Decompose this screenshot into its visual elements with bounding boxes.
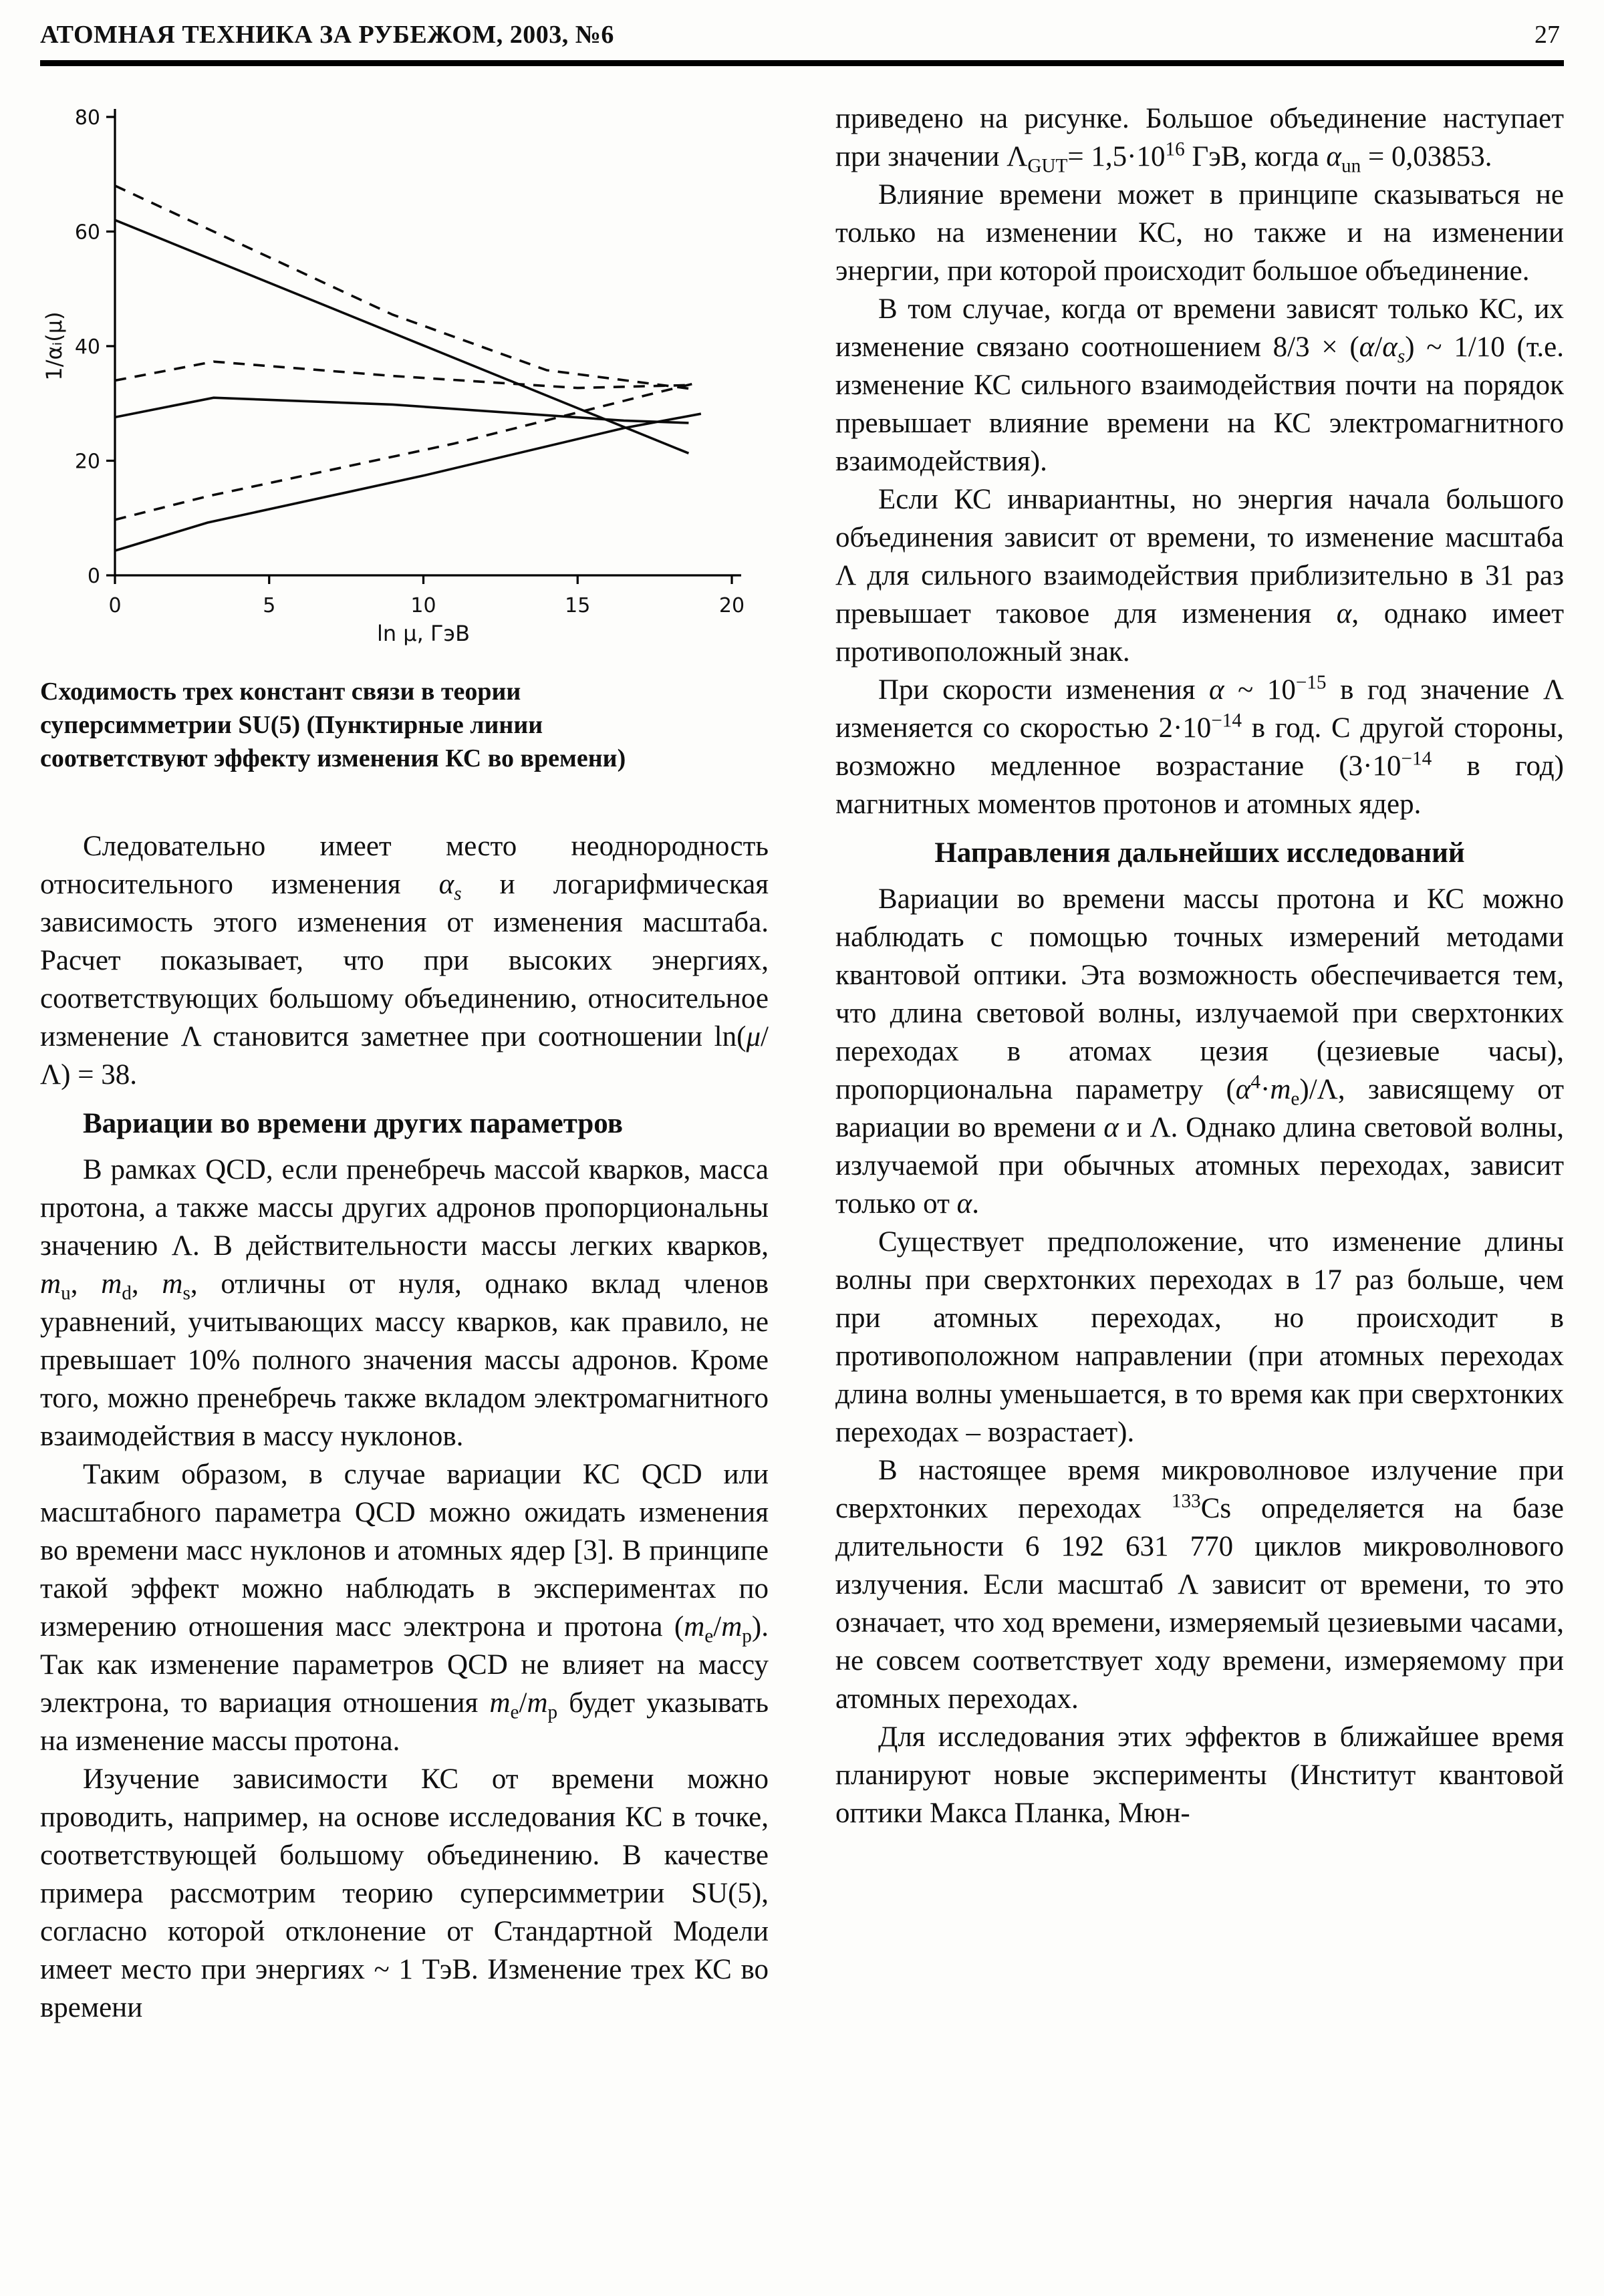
header-rule [40,60,1564,66]
svg-text:15: 15 [565,594,591,617]
content-columns [40,100,1564,2027]
left-column [40,100,769,2027]
paragraph: Существует предположение, что изменение длины волны при сверхтонких переходах в 17 раз больше, чем при атомных переходах, но происходит в противоположном направлении (при атомных переходах длина волны уменьшается, в то время как при сверхтонких переходах – возрастает). [835,1226,1564,1448]
left-column-text [40,827,769,2027]
paragraph: Таким образом, в случае вариации КС QCD или масштабного параметра QCD можно ожидать изменения во времени масс нуклонов и атомных ядер [3]. В принципе такой эффект можно наблюдать в экспериментах по измерению отношения масс электрона и протона $(m_e/m_p)$. Так как изменение параметров QCD не влияет на массу электрона, то вариация отношения $m_e/m_p$ будет указывать на изменение массы протона. [40,1459,769,1757]
figure-caption: Сходимость трех констант связи в теории суперсимметрии SU(5) (Пунктирные линии соответствуют эффекту изменения КС во времени) [40,678,626,772]
svg-text:80: 80 [74,106,100,130]
section-heading: Вариации во времени других параметров [83,1108,623,1139]
svg-text:5: 5 [263,594,276,617]
svg-text:20: 20 [74,450,100,474]
paragraph: Влияние времени может в принципе сказываться не только на изменении КС, но также и на изменении энергии, при которой происходит большое объединение. [835,179,1564,287]
svg-text:10: 10 [410,594,436,617]
svg-text:ln μ, ГэВ: ln μ, ГэВ [376,621,471,646]
paragraph: Вариации во времени массы протона и КС можно наблюдать с помощью точных измерений методами квантовой оптики. Эта возможность обеспечивается тем, что длина световой волны, излучаемой при сверхтонких переходах в атомах цезия (цезиевые часы), пропорциональна параметру $(\alpha^4\cdot m_e)/\Lambda$, зависящему от вариации во времени α и Λ. Однако длина световой волны, излучаемой при обычных атомных переходах, зависит только от α. [835,883,1565,1219]
paragraph: В настоящее время микроволновое излучение при сверхтонких переходах $^{133}$Cs определяется на базе длительности 6 192 631 770 циклов микроволнового излучения. Если масштаб Λ зависит от времени, то это означает, что ход времени, измеряемый цезиевыми часами, не совсем соответствует ходу времени, измеряемому при атомных переходах. [835,1455,1565,1715]
svg-text:0: 0 [87,565,100,588]
svg-text:60: 60 [74,221,100,245]
page-number: 27 [1534,21,1560,49]
paragraph: Изучение зависимости КС от времени можно проводить, например, на основе исследования КС в точке, соответствующей большому объединению. В качестве примера рассмотрим теорию суперсимметрии SU(5), согласно которой отклонение от Стандартной Модели имеет место при энергиях ~ 1 ТэВ. Изменение трех КС во времени [40,1763,769,2023]
paragraph: Следовательно имеет место неоднородность относительного изменения $\alpha_s$ и логарифмическая зависимость этого изменения от изменения масштаба. Расчет показывает, что при высоких энергиях, соответствующих большому объединению, относительное изменение Λ становится заметнее при соотношении ln(μ/Λ) = 38. [40,831,769,1091]
svg-text:20: 20 [718,594,745,617]
paragraph: Для исследования этих эффектов в ближайшее время планируют новые эксперименты (Институт квантовой оптики Макса Планка, Мюн- [835,1721,1564,1829]
paragraph: При скорости изменения α ~ $10^{-15}$ в год значение Λ изменяется со скоростью $2\cdot 10^{-14}$ в год. С другой стороны, возможно медленное возрастание ($3\cdot 10^{-14}$ в год) магнитных моментов протонов и атомных ядер. [835,672,1564,820]
paragraph: Если КС инвариантны, но энергия начала большого объединения зависит от времени, то изменение масштаба Λ для сильного взаимодействия приблизительно в 31 раз превышает таковое для изменения α, однако имеет противоположный знак. [835,484,1564,668]
svg-text:1/αᵢ(μ): 1/αᵢ(μ) [41,311,67,381]
right-column [835,100,1564,2027]
paragraph: В рамках QCD, если пренебречь массой кварков, масса протона, а также массы других адронов пропорциональны значению Λ. В действительности массы легких кварков, $m_u$, $m_d$, $m_s$, отличны от нуля, однако вклад членов уравнений, учитывающих массу кварков, как правило, не превышает 10% полного значения массы адронов. Кроме того, можно пренебречь также вкладом электромагнитного взаимодействия в массу нуклонов. [40,1154,769,1452]
page-header [40,20,1564,49]
chart-svg [40,100,749,654]
journal-title: АТОМНАЯ ТЕХНИКА ЗА РУБЕЖОМ, 2003, №6 [40,21,614,49]
paragraph: приведено на рисунке. Большое объединение наступает при значении $\Lambda_{GUT}= 1,5\cdot 10^{16}$ ГэВ, когда $\alpha_{un} = 0,03853$. [835,103,1564,177]
svg-text:0: 0 [108,594,122,617]
section-heading: Направления дальнейших исследований [934,837,1465,869]
paragraph: В том случае, когда от времени зависят только КС, их изменение связано соотношением $8/3 \times (\alpha/\alpha_s)$ ~ 1/10 (т.е. изменение КС сильного взаимодействия почти на порядок превышает влияние времени на КС электромагнитного взаимодействия). [835,293,1564,477]
chart-figure [40,100,769,775]
svg-text:40: 40 [74,335,100,359]
